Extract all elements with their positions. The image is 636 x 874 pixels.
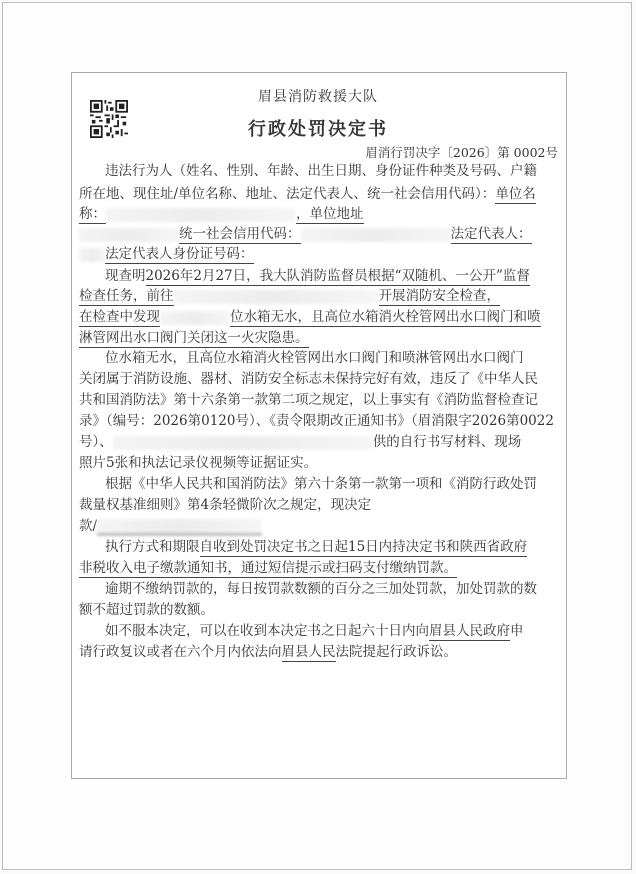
text-line: [105, 475, 537, 493]
text-line: [105, 349, 524, 367]
text-line: [105, 162, 537, 180]
text-run: 裁量权基准细则》第4条轻微阶次之规定，现决定: [79, 497, 372, 513]
text-line: [105, 538, 527, 556]
underlined-field: 统一社会信用代码：: [179, 226, 301, 242]
redacted-block: [79, 248, 105, 262]
text-line: [105, 267, 530, 285]
text-run: 共和国消防法》第十六条第一款第二项之规定，以上事实有《消防监督检查记: [79, 392, 538, 408]
text-run: 逾期不缴纳罚款的，每日按罚款数额的百分之三加处罚款，加处罚款的数: [105, 581, 537, 597]
text-line: [79, 433, 521, 451]
document-number: 眉消行罚决字〔2026〕第 0002号: [365, 145, 558, 160]
underlined-field: 单位名: [495, 186, 536, 202]
underlined-field: 检查任务，前往: [79, 288, 174, 304]
text-line: [79, 559, 457, 577]
text-run: 执行方式和期限: [105, 539, 200, 555]
underlined-field: 法定代表人：: [450, 226, 532, 242]
text-line: [79, 370, 538, 388]
underlined-field: 开展消防安全检查，: [378, 288, 500, 304]
redacted-block: [113, 436, 373, 450]
text-line: [79, 412, 554, 430]
text-line: [105, 622, 524, 640]
text-line: [79, 601, 214, 619]
text-line: [79, 185, 536, 203]
text-line: [79, 391, 538, 409]
underlined-field: 自收到处罚决定书之日起15日内持决定书和陕西省政府: [199, 539, 528, 555]
underlined-field: 位水箱无水，且高位水箱消火栓管网出水口阀门和喷: [230, 309, 541, 325]
text-run: 位水箱无水，且高位水箱消火栓管网出水口阀门和喷淋管网出水口阀门: [105, 350, 524, 366]
text-run: 额不超过罚款的数额。: [79, 602, 214, 618]
underlined-field: 非税收入电子缴款通知书，通过短信提示或扫码支付缴纳罚款。: [79, 560, 457, 576]
document-title: 行政处罚决定书: [248, 119, 388, 140]
underlined-field: 在检查中发现: [79, 309, 160, 325]
text-line: [79, 205, 364, 223]
underlined-field: 称：: [79, 206, 106, 222]
underlined-field: 淋管网出水口阀门关闭这一火灾隐患。: [79, 330, 309, 346]
text-run: 申: [510, 623, 524, 639]
text-run: 法院提起行政诉讼。: [335, 644, 457, 660]
text-line: [79, 225, 532, 243]
underlined-field: 法定代表人身份证号码：: [105, 246, 254, 262]
issuing-organization: 眉县消防救援大队: [258, 89, 378, 105]
text-line: [105, 580, 537, 598]
text-run: 照片5张和执法记录仪视频等证据证实。: [79, 455, 318, 471]
text-run: 号）、: [79, 434, 113, 450]
underlined-field: 眉县人民政府: [429, 623, 510, 639]
text-line: [79, 496, 371, 514]
redacted-block: [97, 519, 262, 535]
underlined-field: 眉县人民: [281, 644, 336, 660]
text-run: 现查明: [105, 268, 146, 284]
text-line: [79, 454, 317, 472]
redacted-block: [174, 290, 379, 304]
text-run: 如不服本决定，可以在收到本决定书之日起六十日内向: [105, 623, 429, 639]
redacted-block: [160, 311, 230, 325]
text-line: [79, 643, 457, 661]
redacted-block: [301, 228, 451, 242]
text-run: 所在地、现住址/单位名称、地址、法定代表人、统一社会信用代码）：: [79, 186, 496, 202]
redacted-block: [106, 208, 296, 222]
underlined-field: ，单位地址: [296, 206, 364, 222]
text-line: [79, 287, 500, 305]
redacted-block: [79, 228, 179, 242]
text-run: 关闭属于消防设施、器材、消防安全标志未保持完好有效，违反了《中华人民: [79, 371, 538, 387]
text-line: [79, 245, 254, 263]
text-line: [79, 308, 541, 326]
text-run: 录》（编号：2026第0120号）、《责令限期改正通知书》（眉消限字2026第0022: [79, 413, 554, 429]
underlined-field: 2026年2月27日，我大队消防监督员根据“双随机、一公开”监督: [145, 268, 530, 284]
text-run: 供的自行书写材料、现场: [372, 434, 522, 450]
text-run: 根据《中华人民共和国消防法》第六十条第一款第一项和《消防行政处罚: [105, 476, 537, 492]
text-line: [79, 329, 309, 347]
text-run: 请行政复议或者在六个月内依法向: [79, 644, 282, 660]
text-run: 款/: [79, 518, 98, 534]
text-line: [79, 517, 262, 535]
text-run: 违法行为人（姓名、性别、年龄、出生日期、身份证件种类及号码、户籍: [105, 163, 537, 179]
